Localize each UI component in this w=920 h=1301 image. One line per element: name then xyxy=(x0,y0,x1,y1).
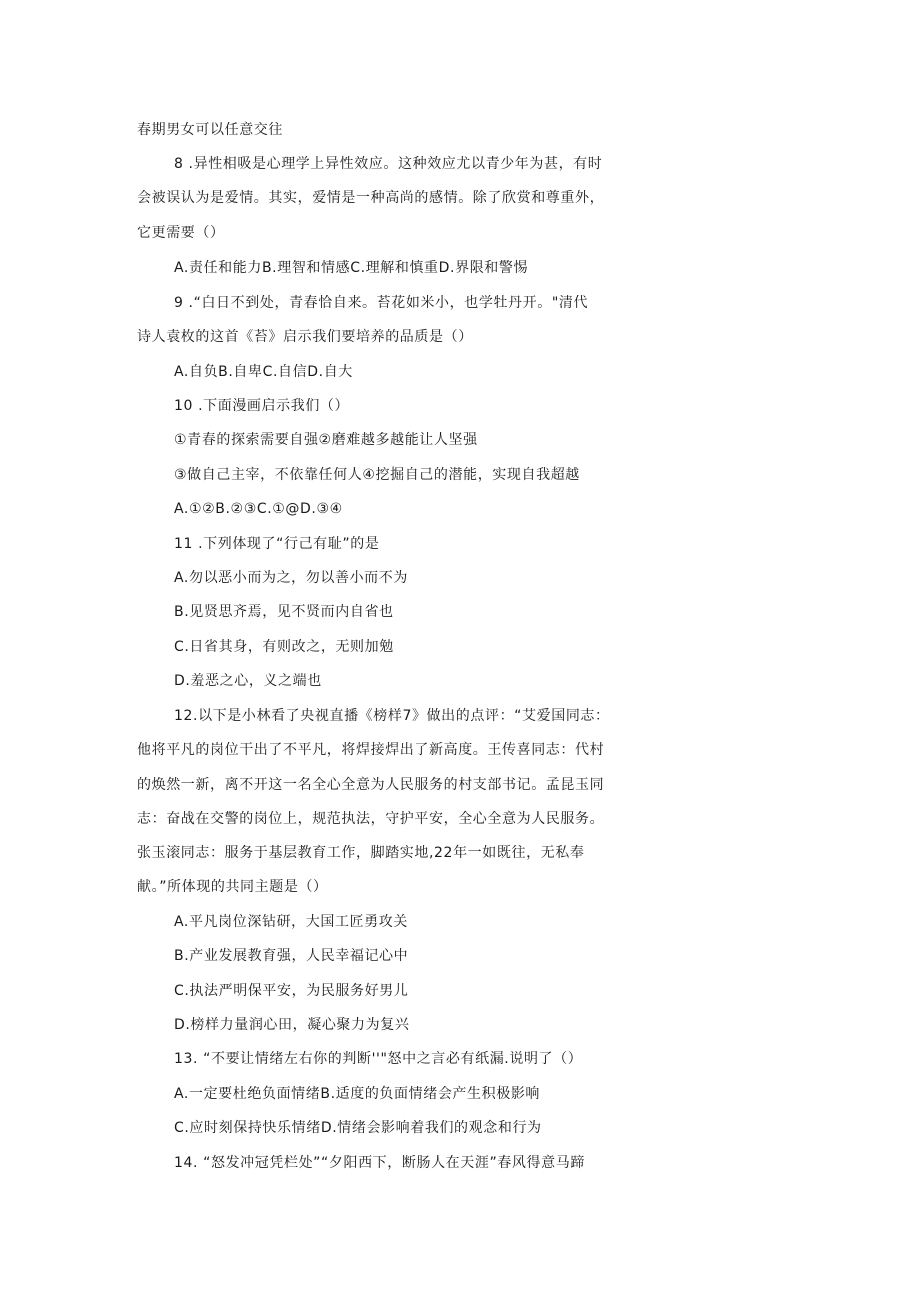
question-11-option-b: B.见贤思齐焉，见不贤而内自省也 xyxy=(174,604,394,620)
question-14-stem: 14. “怒发冲冠凭栏处”“夕阳西下，断肠人在天涯”春风得意马蹄 xyxy=(174,1155,585,1171)
text-line: 会被误认为是爱情。其实，爱情是一种高尚的感情。除了欣赏和尊重外， xyxy=(137,190,605,206)
question-11-stem: 11 .下列体现了“行己有耻”的是 xyxy=(174,536,380,552)
question-13-options: C.应时刻保持快乐情绪D.情绪会影响着我们的观念和行为 xyxy=(174,1120,542,1136)
question-10-statement: ③做自己主宰，不依靠任何人④挖掘自己的潜能，实现自我超越 xyxy=(174,467,580,483)
text-line: 志：奋战在交警的岗位上，规范执法，守护平安，全心全意为人民服务。 xyxy=(137,811,605,827)
question-8-options: A.责任和能力B.理智和情感C.理解和慎重D.界限和警惕 xyxy=(174,260,529,276)
question-10-statement: ①青春的探索需要自强②磨难越多越能让人坚强 xyxy=(174,432,478,448)
question-12-option-a: A.平凡岗位深钻研，大国工匠勇攻关 xyxy=(174,914,408,930)
question-10-options: A.①②B.②③C.①@D.③④ xyxy=(174,501,343,517)
text-line: 张玉滚同志：服务于基层教育工作，脚踏实地,22年一如既往，无私奉 xyxy=(137,845,585,861)
question-12-option-c: C.执法严明保平安，为民服务好男儿 xyxy=(174,983,409,999)
question-8-stem: 8 .异性相吸是心理学上异性效应。这种效应尤以青少年为甚，有时 xyxy=(174,156,603,172)
question-12-option-b: B.产业发展教育强，人民幸福记心中 xyxy=(174,948,409,964)
text-line: 献。”所体现的共同主题是（） xyxy=(137,879,328,895)
text-line: 的焕然一新，离不开这一名全心全意为人民服务的村支部书记。孟昆玉同 xyxy=(137,777,605,793)
question-9-stem: 9 .“白日不到处，青春恰自来。苔花如米小，也学牡丹开。"清代 xyxy=(174,295,589,311)
text-line: 他将平凡的岗位干出了不平凡，将焊接焊出了新高度。王传喜同志：代村 xyxy=(137,742,605,758)
text-line: 春期男女可以任意交往 xyxy=(137,122,283,138)
question-13-stem: 13. “不要让情绪左右你的判断''"怒中之言必有纸漏.说明了（） xyxy=(174,1051,583,1067)
text-line: 诗人袁枚的这首《苔》启示我们要培养的品质是（） xyxy=(137,329,473,345)
question-12-stem: 12.以下是小林看了央视直播《榜样7》做出的点评：“艾爱国同志： xyxy=(174,708,610,724)
question-10-stem: 10 .下面漫画启示我们（） xyxy=(174,398,350,414)
text-line: 它更需要（） xyxy=(137,225,225,241)
question-11-option-a: A.勿以恶小而为之，勿以善小而不为 xyxy=(174,570,408,586)
question-11-option-c: C.日省其身，有则改之，无则加勉 xyxy=(174,639,394,655)
question-9-options: A.自负B.自卑C.自信D.自大 xyxy=(174,364,353,380)
question-11-option-d: D.羞恶之心，义之端也 xyxy=(174,673,322,689)
question-13-options: A.一定要杜绝负面情绪B.适度的负面情绪会产生积极影响 xyxy=(174,1086,541,1102)
question-12-option-d: D.榜样力量润心田，凝心聚力为复兴 xyxy=(174,1017,410,1033)
